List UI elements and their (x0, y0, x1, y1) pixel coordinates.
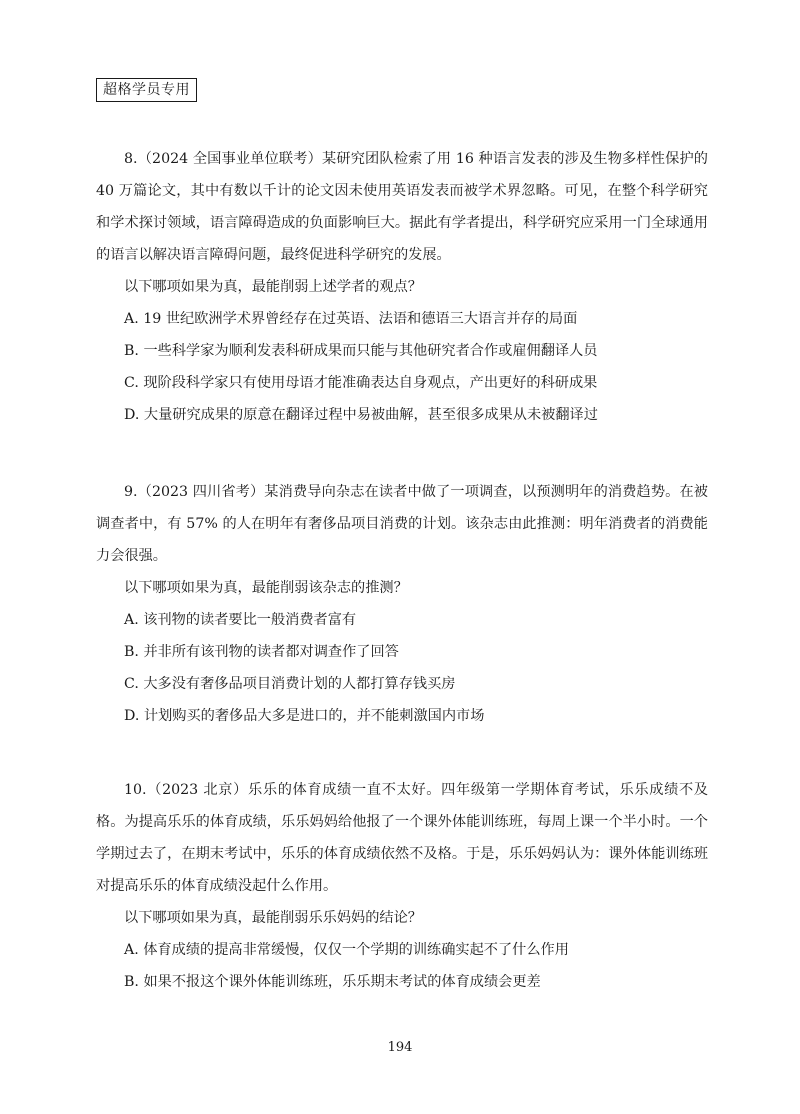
question-10 (96, 774, 708, 998)
option-c: C. 大多没有奢侈品项目消费计划的人都打算存钱买房 (124, 676, 456, 692)
question-9 (96, 476, 708, 732)
option-b: B. 并非所有该刊物的读者都对调查作了回答 (124, 644, 399, 660)
question-prompt: 以下哪项如果为真，最能削弱上述学者的观点？ (124, 279, 422, 295)
question-prompt: 以下哪项如果为真，最能削弱乐乐妈妈的结论？ (124, 910, 422, 926)
option-a: A. 19 世纪欧洲学术界曾经存在过英语、法语和德语三大语言并存的局面 (124, 311, 578, 327)
question-stem: 8.（2024 全国事业单位联考）某研究团队检索了用 16 种语言发表的涉及生物多样性保护的 40 万篇论文，其中有数以千计的论文因未使用英语发表而被学术界忽略。可见，在整个科学研究和学术探讨领域，语言障碍造成的负面影响巨大。据此有学者提出，科学研究应采用一门全球通用的语言以解决语言障碍问题，最终促进科学研究的发展。 (96, 151, 708, 263)
question-prompt: 以下哪项如果为真，最能削弱该杂志的推测？ (124, 580, 408, 596)
option-b: B. 如果不报这个课外体能训练班，乐乐期末考试的体育成绩会更差 (124, 974, 541, 990)
option-d: D. 大量研究成果的原意在翻译过程中易被曲解，甚至很多成果从未被翻译过 (124, 407, 598, 423)
option-a: A. 体育成绩的提高非常缓慢，仅仅一个学期的训练确实起不了什么作用 (124, 942, 569, 958)
option-d: D. 计划购买的奢侈品大多是进口的，并不能刺激国内市场 (124, 708, 485, 724)
exclusive-label: 超格学员专用 (96, 78, 197, 102)
option-c: C. 现阶段科学家只有使用母语才能准确表达自身观点，产出更好的科研成果 (124, 375, 598, 391)
option-b: B. 一些科学家为顺利发表科研成果而只能与其他研究者合作或雇佣翻译人员 (124, 343, 598, 359)
option-a: A. 该刊物的读者要比一般消费者富有 (124, 612, 357, 628)
question-8 (96, 143, 708, 431)
question-stem: 10.（2023 北京）乐乐的体育成绩一直不太好。四年级第一学期体育考试，乐乐成绩不及格。为提高乐乐的体育成绩，乐乐妈妈给他报了一个课外体能训练班，每周上课一个半小时。一个学期过去了，在期末考试中，乐乐的体育成绩依然不及格。于是，乐乐妈妈认为：课外体能训练班对提高乐乐的体育成绩没起什么作用。 (96, 782, 708, 894)
page-number: 194 (387, 1040, 413, 1055)
question-stem: 9.（2023 四川省考）某消费导向杂志在读者中做了一项调查，以预测明年的消费趋势。在被调查者中，有 57% 的人在明年有奢侈品项目消费的计划。该杂志由此推测：明年消费者的消费能力会很强。 (96, 484, 708, 564)
